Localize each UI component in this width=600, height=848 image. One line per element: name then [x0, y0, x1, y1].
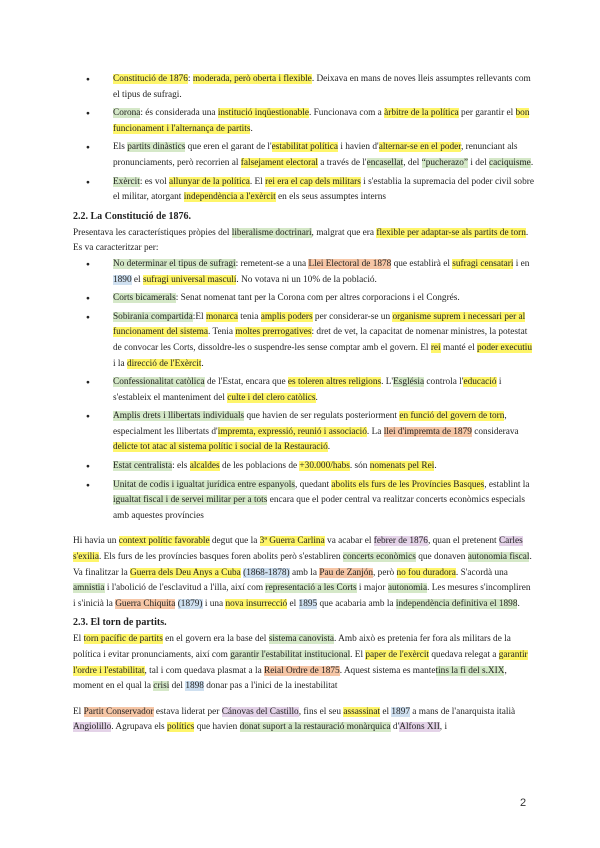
highlighted-text: amplis poders — [260, 311, 313, 322]
highlighted-text: 1897 — [391, 706, 410, 717]
text-run: estava liderat per — [153, 706, 222, 717]
highlighted-text: igualtat fiscal i de servei militar per a tots — [113, 495, 268, 506]
highlighted-text: concerts econòmics — [342, 552, 416, 563]
highlighted-text: No determinar el tipus de sufragi — [113, 258, 236, 269]
text-run: degut que la — [209, 536, 260, 547]
text-run: , però — [373, 567, 397, 578]
text-run: , malgrat que era — [311, 227, 377, 238]
text-run: : — [187, 74, 193, 84]
highlighted-text: llei d'impremta de 1879 — [383, 426, 472, 437]
text-run: quedava relegat a — [429, 650, 499, 660]
highlighted-text: Constitució de 1876 — [113, 74, 188, 84]
text-run: . són — [349, 461, 370, 472]
text-run: el — [380, 706, 392, 717]
highlighted-text: Sobirania compartida — [113, 311, 193, 322]
text-run: a mans de l'anarquista italià — [409, 706, 516, 717]
text-run: . Deixava en mans de noves lleis assumptes rellevants com el tipus de sufragi. — [113, 74, 531, 100]
text-run: . Tenia — [208, 327, 236, 338]
highlighted-text: sufragi universal masculí — [142, 274, 237, 285]
text-run: . Es va caracteritzar per: — [73, 227, 529, 254]
text-run: que havien — [194, 722, 240, 733]
highlighted-text: s'exilia — [73, 552, 99, 563]
highlighted-text: 1895 — [298, 598, 318, 609]
text-run: . Els furs de les províncies basques foren abolits però s'establiren — [98, 552, 343, 563]
highlighted-text: monarca — [205, 311, 238, 322]
list-item — [73, 310, 535, 372]
text-run: i havien d' — [338, 142, 379, 153]
text-run: : dret de vet, la capacitat de nomenar ministres, la potestat de convocar les Corts, dissoldre-les o suspendre-les sense comptar amb el govern. El — [113, 327, 528, 353]
text-run: : els — [172, 461, 190, 472]
highlighted-text: Angiolillo — [73, 722, 112, 733]
text-run: que eren el garant de l' — [185, 142, 272, 153]
highlighted-text: alternar-se en el poder — [378, 142, 461, 153]
text-run: per considerar-se un — [312, 311, 393, 322]
highlighted-text: autonomia — [387, 583, 428, 594]
context-paragraph — [73, 534, 535, 612]
highlighted-text: es toleren altres religions — [287, 377, 382, 388]
text-run: Presentava les característiques pròpies del — [73, 227, 232, 238]
highlighted-text: +30.000/habs — [299, 461, 350, 472]
highlighted-text: encasellat — [366, 157, 404, 168]
text-run: de les poblacions de — [219, 461, 300, 472]
highlighted-text: àrbitre de la política — [384, 108, 459, 119]
text-run: . Amb això es pretenia fer fora als militars de la política i evitar pronunciaments, així com — [73, 634, 511, 660]
highlighted-text: bon funcionament i l'alternança de partits — [113, 108, 530, 134]
text-run: . Agrupava els — [111, 722, 168, 733]
highlighted-text: Amplis drets i llibertats individuals — [113, 411, 245, 422]
text-run: . L' — [381, 377, 394, 388]
text-run: i s'establia la supremacia del poder civil sobre el militar, atorgant — [113, 176, 534, 203]
text-run: . No votava ni un 10% de la població. — [236, 274, 377, 285]
text-run: el — [287, 598, 299, 609]
highlighted-text: Església — [393, 377, 425, 388]
text-run: , quan el pretenent — [427, 536, 499, 547]
text-run: . Va finalitzar la — [73, 552, 532, 578]
text-run: , fins el seu — [298, 706, 344, 717]
highlighted-text: moderada, però oberta i flexible — [192, 74, 312, 84]
section-heading-constitution: 2.2. La Constitució de 1876. — [73, 210, 192, 222]
intro-bullet-list — [73, 72, 535, 206]
highlighted-text: alcaldes — [189, 461, 220, 472]
text-run: i s'estableix el manteniment del — [113, 377, 502, 403]
text-run: :El — [192, 311, 206, 322]
highlighted-text: direcció de l'Exèrcit — [126, 358, 202, 369]
text-run: : remetent-se a una — [235, 258, 309, 269]
highlighted-text: context polític favorable — [118, 536, 210, 547]
text-run: . — [434, 461, 437, 472]
highlighted-text: Unitat de codis i igualtat jurídica entre espanyols — [113, 479, 296, 490]
highlighted-text: crisi — [153, 681, 170, 692]
highlighted-text: nomenats pel Rei — [369, 461, 435, 472]
text-run: . — [530, 157, 534, 168]
text-run: a través de l' — [317, 157, 367, 168]
text-run: del — [169, 681, 186, 692]
text-run: que establirà el — [391, 258, 453, 269]
highlighted-text: institució inqüestionable — [217, 108, 309, 119]
highlighted-text: Llei Electoral de 1878 — [308, 258, 392, 269]
text-run: , quedant — [295, 479, 332, 490]
text-run: va acabar el — [324, 536, 374, 547]
text-run: que havien de ser regulats posteriorment — [244, 411, 400, 422]
text-run: donar pas a l'inici de la inestabilitat — [203, 681, 338, 692]
highlighted-text: poder executiu — [477, 342, 533, 353]
list-item — [73, 375, 535, 406]
list-item — [73, 291, 535, 307]
list-item — [73, 459, 535, 475]
text-run: tenia — [237, 311, 261, 322]
highlighted-text: partits dinàstics — [127, 142, 186, 153]
text-run: el — [131, 274, 143, 285]
text-run: . S'acordà una — [455, 567, 508, 578]
page-number: 2 — [520, 797, 527, 809]
highlighted-text: garantir l'ordre i l'estabilitat — [73, 650, 528, 676]
highlighted-text: Estat centralista — [113, 461, 173, 472]
text-run: d' — [390, 722, 400, 733]
highlighted-text: caciquisme — [488, 157, 531, 168]
highlighted-text: rei — [430, 342, 441, 353]
list-item — [73, 478, 535, 525]
text-run: en el govern era la base del — [162, 634, 269, 645]
constitution-bullet-list — [73, 257, 535, 525]
text-run: i una — [202, 598, 226, 609]
text-run: , del — [403, 157, 422, 168]
highlighted-text: flexible per adaptar-se als partits de torn — [376, 227, 526, 238]
text-run: encara que el poder central va realitzar concerts econòmics especials amb aquestes províncies — [113, 495, 525, 521]
highlighted-text: falsejament electoral — [240, 157, 318, 168]
list-item — [73, 140, 535, 171]
highlighted-text: Reial Ordre de 1875 — [264, 665, 340, 676]
highlighted-text: culte i del clero catòlics — [227, 392, 316, 403]
highlighted-text: educació — [463, 377, 497, 388]
text-run: i major — [356, 583, 388, 594]
highlighted-text: en funció del govern de torn — [399, 411, 505, 422]
text-run: . — [327, 442, 331, 453]
highlighted-text: abolits els furs de les Províncies Basques — [331, 479, 485, 490]
text-run: per garantir el — [458, 108, 516, 119]
text-run: que acabaria amb la — [317, 598, 396, 609]
text-run: : Senat nomenat tant per la Corona com per altres corporacions i el Congrés. — [175, 293, 460, 304]
section-heading-party-turn: 2.3. El torn de partits. — [73, 617, 167, 629]
section-intro-paragraph — [73, 226, 535, 257]
highlighted-text: independència a l'exèrcit — [183, 192, 276, 203]
text-run: i l'abolició de l'esclavitud a l'illa, així com — [104, 583, 266, 594]
highlighted-text: allunyar de la política — [169, 176, 250, 187]
text-run: . Les mesures s'incompliren i s'inicià la — [73, 583, 531, 609]
highlighted-text: rei era el cap dels militars — [265, 176, 361, 187]
highlighted-text: 1898 — [185, 681, 204, 692]
text-run: i la — [113, 358, 127, 369]
highlighted-text: 3ª Guerra Carlina — [259, 536, 325, 547]
highlighted-text: estabilitat política — [271, 142, 339, 153]
text-run: El — [73, 706, 84, 717]
highlighted-text: Confessionalitat catòlica — [113, 377, 205, 388]
highlighted-text: nova insurrecció — [225, 598, 288, 609]
highlighted-text: no fou duradora — [396, 567, 456, 578]
highlighted-text: Carles — [498, 536, 523, 547]
text-run: . — [517, 598, 520, 609]
text-run: Hi havia un — [73, 536, 119, 547]
highlighted-text: Alfons XII — [399, 722, 440, 733]
text-run: amb la — [289, 567, 320, 578]
highlighted-text: impremta, expressió, reunió i associació — [217, 426, 367, 437]
text-run: El — [73, 634, 84, 645]
text-run: , especialment les llibertats d' — [113, 411, 507, 437]
highlighted-text: amnistia — [73, 583, 105, 594]
text-run: , tal i com quedava plasmat a la — [144, 665, 265, 676]
highlighted-text: Guerra Chiquita — [115, 598, 176, 609]
text-run: Els — [113, 142, 128, 153]
text-run: . El — [350, 650, 366, 660]
text-run: i en — [513, 258, 530, 269]
text-run: , establint la — [484, 479, 530, 490]
highlighted-text: donat suport a la restauració monàrquica — [239, 722, 391, 733]
list-item — [73, 257, 535, 288]
list-item — [73, 72, 535, 103]
text-run: que donaven — [415, 552, 468, 563]
highlighted-text: “pucherazo” — [421, 157, 469, 168]
text-run: . La — [366, 426, 384, 437]
text-run: , i — [439, 722, 448, 733]
text-run: . — [250, 123, 253, 134]
highlighted-text: Guerra dels Deu Anys a Cuba — [130, 567, 241, 578]
list-item — [73, 409, 535, 456]
text-run: , moment en el qual la — [73, 665, 507, 692]
document-page — [73, 72, 535, 736]
text-run: en els seus assumptes interns — [275, 192, 386, 203]
text-run: considerava — [471, 426, 519, 437]
highlighted-text: sufragi censatari — [452, 258, 514, 269]
highlighted-text: moltes prerrogatives — [235, 327, 312, 338]
highlighted-text: organisme suprem i necessari per al funcionament del sistema — [113, 311, 526, 338]
text-run: . — [315, 392, 318, 403]
highlighted-text: (1879) — [177, 598, 203, 609]
highlighted-text: liberalisme doctrinari — [231, 227, 312, 238]
highlighted-text: 1890 — [113, 274, 132, 285]
text-run: de l'Estat, encara que — [204, 377, 288, 388]
list-item — [73, 106, 535, 137]
conservative-party-paragraph — [73, 705, 535, 736]
highlighted-text: Corts bicamerals — [113, 293, 176, 304]
list-item — [73, 175, 535, 206]
text-run: . — [201, 358, 204, 369]
highlighted-text: Corona — [113, 108, 141, 119]
party-turn-paragraph — [73, 632, 535, 694]
highlighted-text: (1868-1878) — [243, 567, 290, 578]
text-run: i del — [468, 157, 489, 168]
highlighted-text: Pau de Zanjón — [319, 567, 374, 578]
highlighted-text: sistema canovista — [268, 634, 335, 645]
highlighted-text: torn pacífic de partits — [83, 634, 163, 645]
text-run: . El — [249, 176, 266, 187]
text-run: . Funcionava com a — [308, 108, 385, 119]
highlighted-text: Cánovas del Castillo — [221, 706, 299, 717]
text-run: . Aquest sistema es mante — [339, 665, 436, 676]
highlighted-text: independència definitiva el 1898 — [395, 598, 518, 609]
highlighted-text: delicte tot atac al sistema polític i social de la Restauració — [113, 442, 328, 453]
text-run: controla l' — [424, 377, 464, 388]
highlighted-text: paper de l'exèrcit — [365, 650, 430, 660]
highlighted-text: polítics — [167, 722, 195, 733]
text-run: : es vol — [139, 176, 170, 187]
highlighted-text: assassinat — [343, 706, 381, 717]
highlighted-text: garantir l'estabilitat institucional — [230, 650, 351, 660]
highlighted-text: tins la fi del s.XIX — [435, 665, 505, 676]
highlighted-text: representació a les Corts — [265, 583, 357, 594]
text-run: manté el — [440, 342, 478, 353]
text-run: , renunciant als pronunciaments, però recorrien al — [113, 142, 518, 168]
highlighted-text: febrer de 1876 — [373, 536, 428, 547]
text-run: : és considerada una — [140, 108, 218, 119]
highlighted-text: autonomia fiscal — [467, 552, 530, 563]
highlighted-text: Partit Conservador — [83, 706, 154, 717]
highlighted-text: Exèrcit — [113, 176, 140, 187]
